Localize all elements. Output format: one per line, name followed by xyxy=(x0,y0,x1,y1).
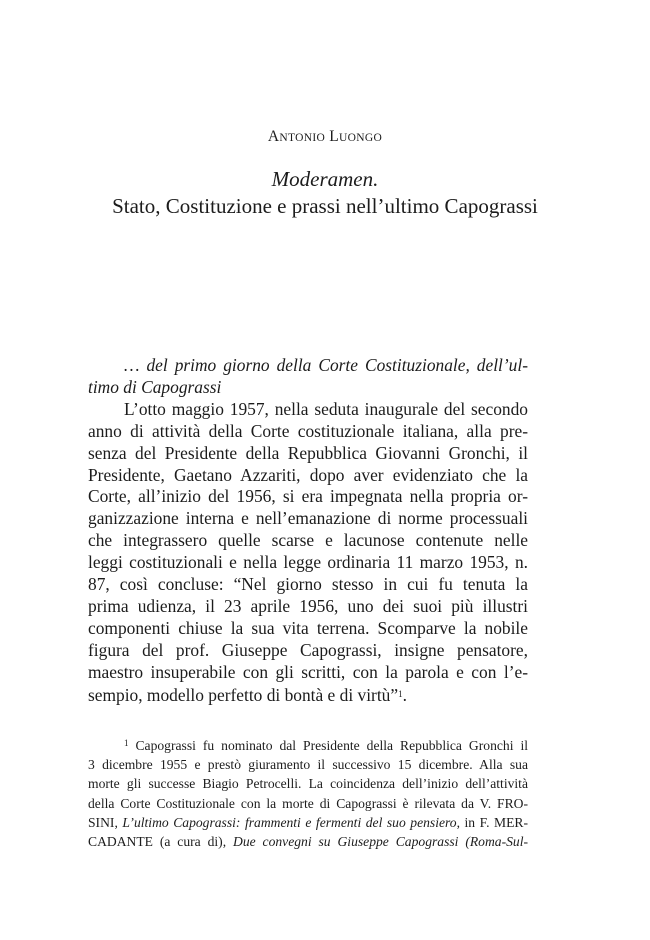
title-subtitle: Stato, Costituzione e prassi nell’ultimo Capograssi xyxy=(112,194,538,218)
footnote-line xyxy=(88,794,528,813)
footnote-reference: 1 xyxy=(398,688,403,699)
footnote-line1-text: Capograssi fu nominato dal Presidente della Repubblica Gronchi il xyxy=(135,738,528,753)
final-period: . xyxy=(402,684,407,705)
footnote-line5-italic: L’ultimo Capograssi: frammenti e fermenti del suo pensiero xyxy=(122,814,457,830)
main-paragraph xyxy=(88,399,528,707)
paragraph-line: 87, così concluse: “Nel giorno stesso in cui fu tenuta la xyxy=(88,574,528,595)
paragraph-line: senza del Presidente della Repubblica Giovanni Gronchi, il xyxy=(88,442,528,463)
paragraph-line-last xyxy=(88,684,528,707)
paragraph-line: che integrassero quelle scarse e lacunose contenute nelle xyxy=(88,530,528,551)
footnote-line4-smallcaps: RO xyxy=(504,795,524,811)
footnote-line: morte gli successe Biagio Petrocelli. La coincidenza dell’inizio dell’attività xyxy=(88,776,528,792)
footnote-line5-smallcaps2: ER xyxy=(506,814,524,830)
footnote-line4-hyphen: - xyxy=(523,795,528,811)
paragraph-line: leggi costituzionali e nella legge ordinaria 11 marzo 1953, n. xyxy=(88,552,528,573)
footnote-line6-text: (a cura di), xyxy=(152,834,233,850)
paragraph-line: maestro insuperabile con gli scritti, con la parola e con l’e- xyxy=(88,661,528,682)
footnote-line5-sep: , xyxy=(114,814,123,830)
author-name xyxy=(0,128,650,146)
paragraph-line: L’otto maggio 1957, nella seduta inaugurale del secondo xyxy=(124,398,528,419)
title-italic: Moderamen. xyxy=(271,167,379,191)
epigraph xyxy=(88,355,528,399)
footnote-line xyxy=(88,832,528,851)
footnote-line5-text: , in F. M xyxy=(456,814,507,830)
footnote-line6-italic: Due convegni su Giuseppe Capograssi (Roma-Sul- xyxy=(233,834,528,850)
author-first-initial: A xyxy=(267,128,280,145)
footnote-line4-text: della Corte Costituzionale con la morte di Capograssi è rilevata da V. F xyxy=(88,795,505,811)
footnote xyxy=(88,734,528,851)
paragraph-last-text: sempio, modello perfetto di bontà e di virtù” xyxy=(88,684,399,705)
author-last-rest: UONGO xyxy=(339,132,383,144)
footnote-line xyxy=(88,813,528,832)
footnote-line: 3 dicembre 1955 e prestò giuramento il successivo 15 dicembre. Alla sua xyxy=(88,757,528,773)
author-last-initial: L xyxy=(329,128,340,145)
article-title xyxy=(0,166,650,220)
paragraph-line: Presidente, Gaetano Azzariti, dopo aver evidenziato che la xyxy=(88,464,528,485)
body-text xyxy=(88,355,528,707)
footnote-number: 1 xyxy=(124,738,129,748)
paragraph-line: ganizzazione interna e nell’emanazione di norme processuali xyxy=(88,508,528,529)
footnote-line6-smallcaps: CADANTE xyxy=(88,834,153,850)
epigraph-line: timo di Capograssi xyxy=(88,376,222,397)
paragraph-line: componenti chiuse la sua vita terrena. Scomparve la nobile xyxy=(88,617,528,638)
author-first-rest: NTONIO xyxy=(279,132,326,144)
footnote-line xyxy=(88,734,528,755)
footnote-line5-smallcaps: SINI xyxy=(88,814,115,830)
paragraph-line: anno di attività della Corte costituzionale italiana, alla pre- xyxy=(88,420,528,441)
footnote-line5-hyphen: - xyxy=(523,814,528,830)
paragraph-line: prima udienza, il 23 aprile 1956, uno dei suoi più illustri xyxy=(88,595,528,616)
epigraph-line: … del primo giorno della Corte Costituzionale, dell’ul- xyxy=(124,355,528,375)
paragraph-line: Corte, all’inizio del 1956, si era impegnata nella propria or- xyxy=(88,486,528,507)
paragraph-line: figura del prof. Giuseppe Capograssi, insigne pensatore, xyxy=(88,639,528,660)
